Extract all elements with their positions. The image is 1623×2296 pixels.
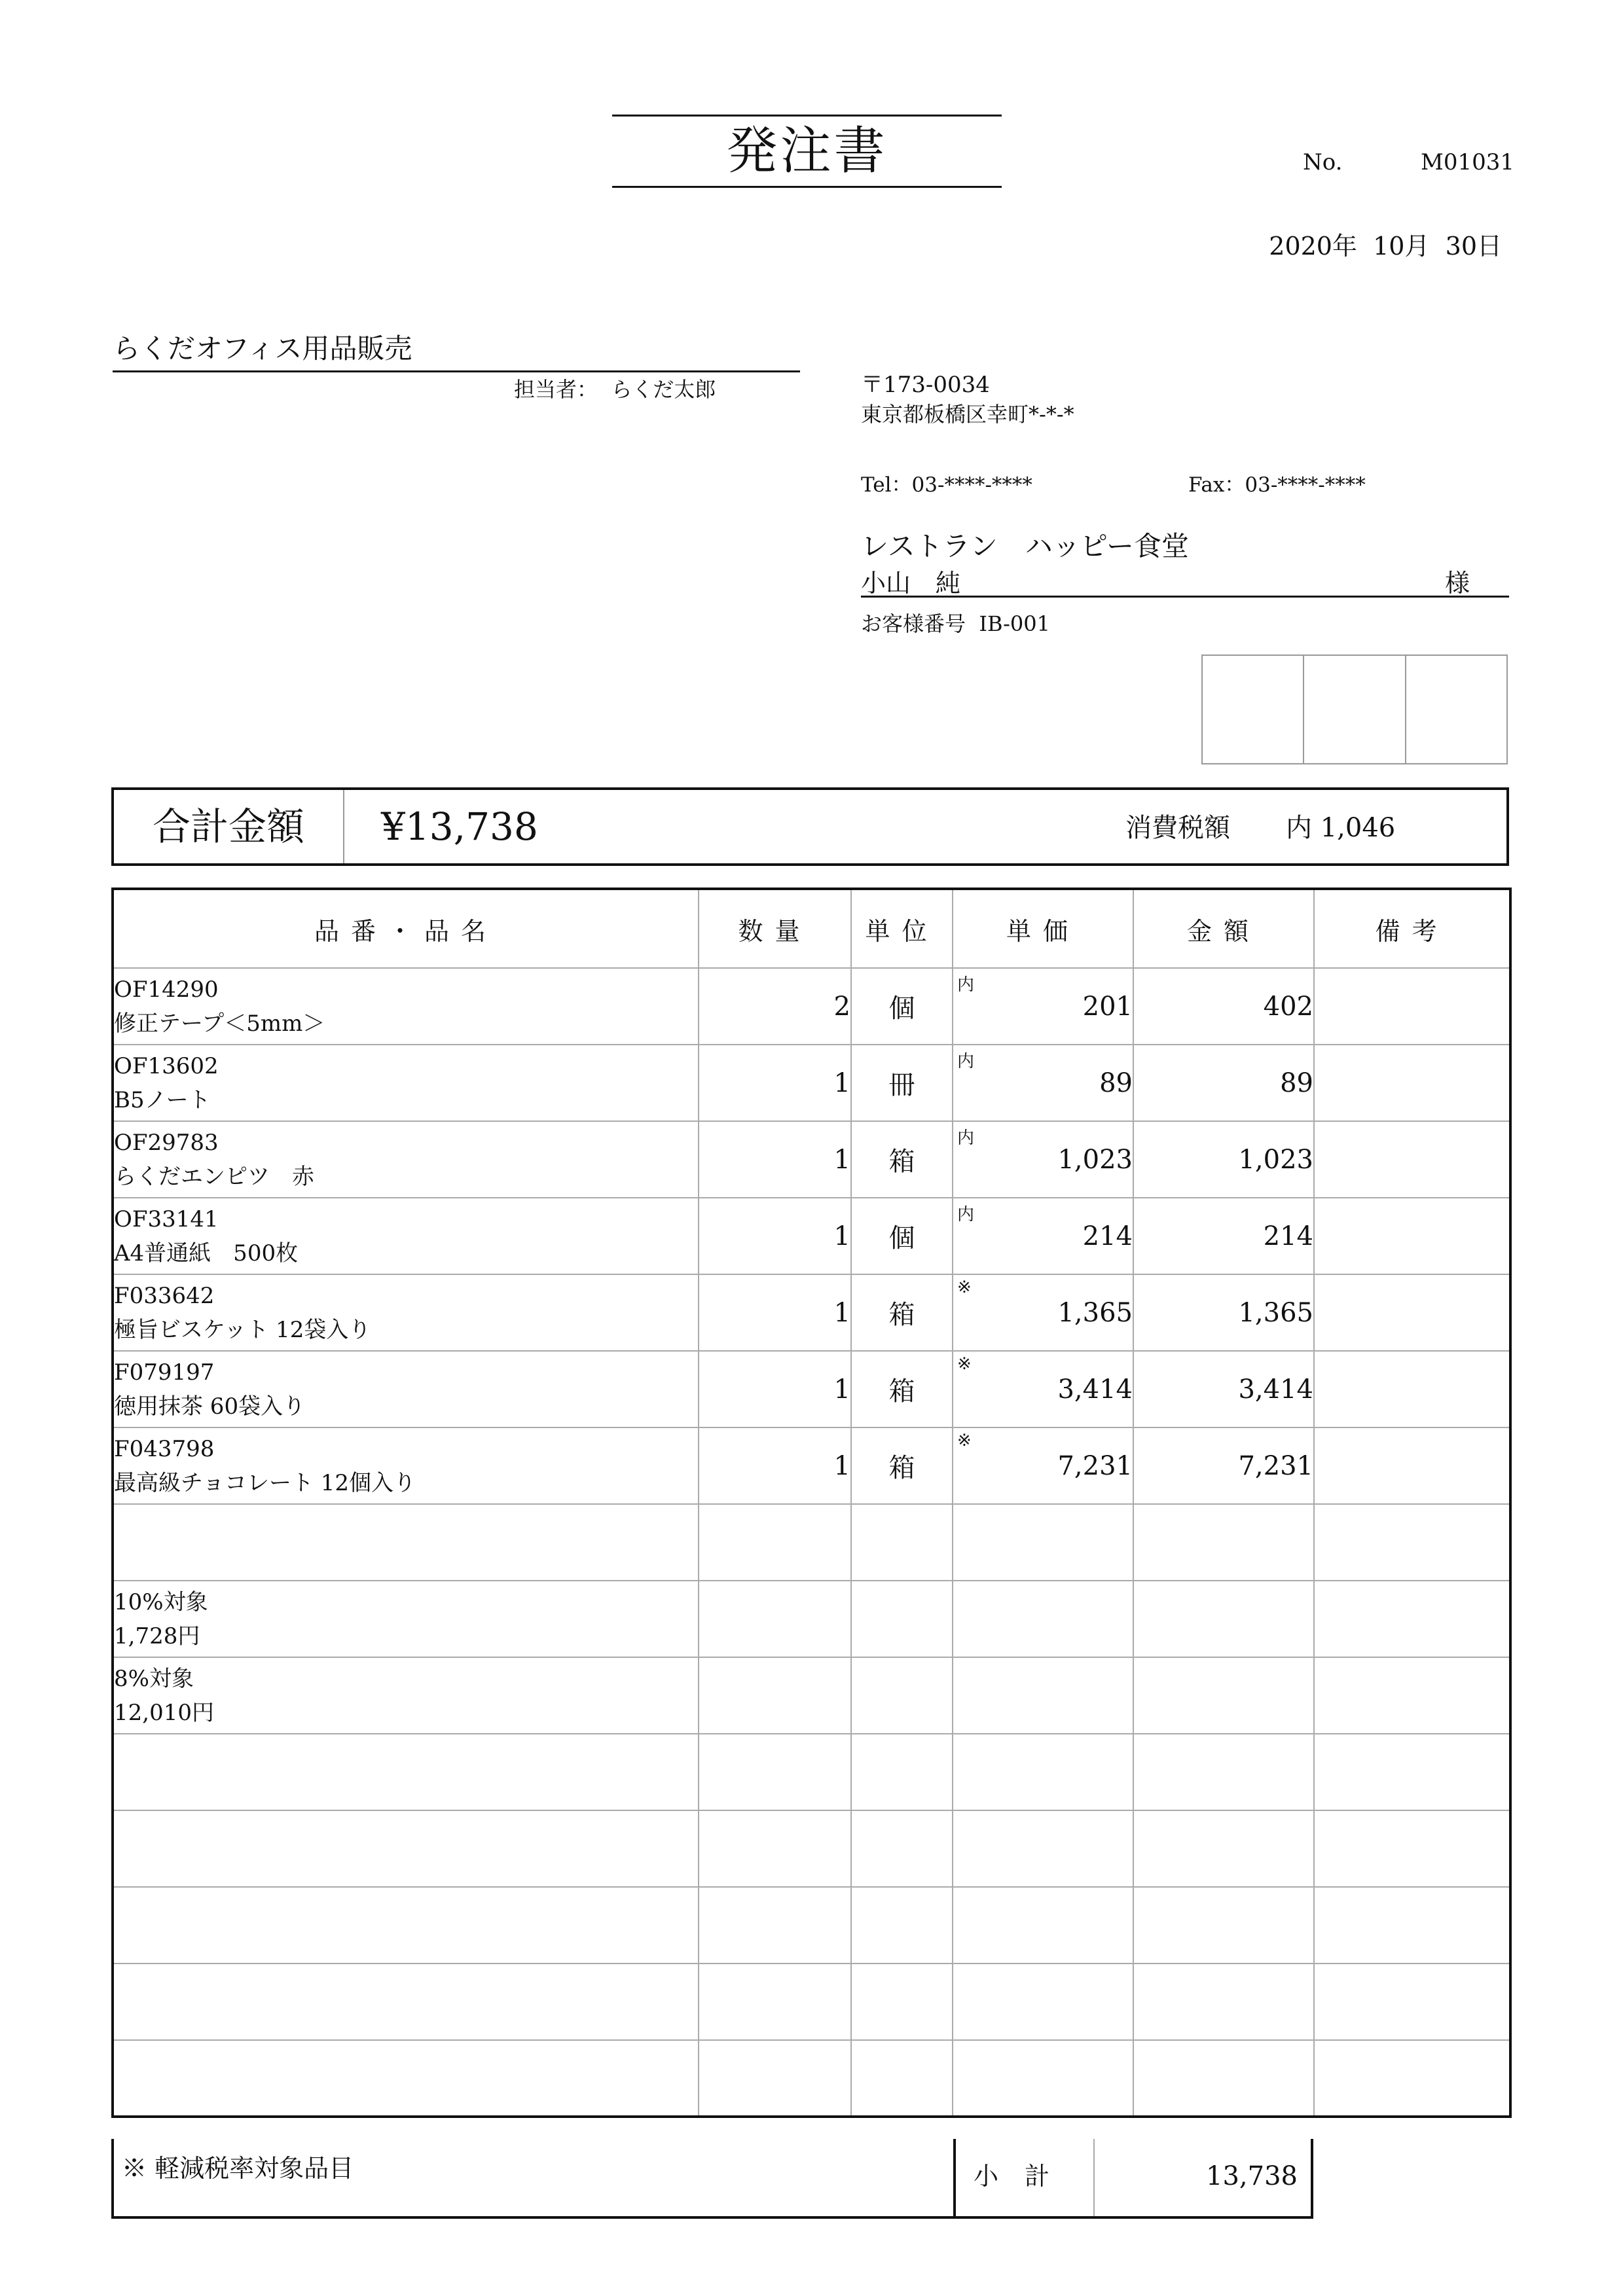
item-name: 徳用抹茶 60袋入り bbox=[114, 1393, 306, 1420]
address: 東京都板橋区幸町*-*-* bbox=[861, 402, 1074, 427]
item-note bbox=[1314, 1964, 1510, 2040]
item-unit: 箱 bbox=[851, 1121, 953, 1198]
tax-mark: ※ bbox=[957, 1278, 972, 1297]
item-unit-price-cell bbox=[953, 1504, 1133, 1581]
column-header: 金額 bbox=[1133, 889, 1314, 968]
item-name-cell bbox=[113, 1121, 699, 1198]
item-unit-price: 1,365 bbox=[1057, 1297, 1133, 1328]
item-note bbox=[1314, 1734, 1510, 1810]
reduced-tax-note: ※ 軽減税率対象品目 bbox=[122, 2154, 354, 2183]
table-row bbox=[113, 968, 1510, 1045]
item-note bbox=[1314, 1351, 1510, 1427]
table-row bbox=[113, 1964, 1510, 2040]
item-name-cell bbox=[113, 968, 699, 1045]
item-amount: 89 bbox=[1133, 1045, 1314, 1121]
column-header: 単価 bbox=[953, 889, 1133, 968]
table-row bbox=[113, 1198, 1510, 1274]
item-amount bbox=[1133, 1581, 1314, 1657]
item-quantity bbox=[699, 1734, 851, 1810]
table-row bbox=[113, 1581, 1510, 1657]
item-note bbox=[1314, 1045, 1510, 1121]
supplier-name: らくだオフィス用品販売 bbox=[113, 327, 800, 372]
tax-mark: 内 bbox=[957, 1205, 975, 1225]
item-name: A4普通紙 500枚 bbox=[114, 1240, 299, 1266]
item-unit-price-cell bbox=[953, 968, 1133, 1045]
item-name-cell bbox=[113, 1274, 699, 1351]
item-unit bbox=[851, 2040, 953, 2117]
honorific: 様 bbox=[1444, 569, 1470, 598]
item-unit bbox=[851, 1810, 953, 1887]
item-quantity: 1 bbox=[699, 1045, 851, 1121]
item-name-cell bbox=[113, 1810, 699, 1887]
item-code: F033642 bbox=[114, 1282, 215, 1309]
item-unit-price-cell bbox=[953, 1657, 1133, 1734]
staff-name: 担当者： らくだ太郎 bbox=[514, 377, 716, 402]
item-unit bbox=[851, 1734, 953, 1810]
footer-note-box bbox=[111, 2139, 956, 2219]
total-label: 合計金額 bbox=[114, 790, 344, 863]
item-quantity: 1 bbox=[699, 1427, 851, 1504]
item-unit-price-cell bbox=[953, 1581, 1133, 1657]
stamp-boxes bbox=[1201, 655, 1508, 764]
item-amount: 1,023 bbox=[1133, 1121, 1314, 1198]
order-number: M01031 bbox=[1421, 149, 1514, 175]
stamp-box bbox=[1304, 656, 1406, 763]
customer-person: 小山 純 bbox=[861, 569, 961, 598]
item-amount: 1,365 bbox=[1133, 1274, 1314, 1351]
item-note bbox=[1314, 1427, 1510, 1504]
item-unit-price-cell bbox=[953, 1887, 1133, 1964]
item-amount bbox=[1133, 1657, 1314, 1734]
item-quantity bbox=[699, 1657, 851, 1734]
item-unit bbox=[851, 1657, 953, 1734]
item-quantity: 1 bbox=[699, 1198, 851, 1274]
item-name-cell bbox=[113, 1351, 699, 1427]
item-unit: 冊 bbox=[851, 1045, 953, 1121]
subtotal-amount: 13,738 bbox=[1206, 2161, 1298, 2191]
table-row bbox=[113, 1810, 1510, 1887]
item-quantity bbox=[699, 1581, 851, 1657]
customer-person-line bbox=[861, 562, 1509, 598]
item-quantity bbox=[699, 1504, 851, 1581]
table-row bbox=[113, 1657, 1510, 1734]
item-unit-price-cell bbox=[953, 1121, 1133, 1198]
item-name: 極旨ビスケット 12袋入り bbox=[114, 1316, 371, 1343]
item-amount: 214 bbox=[1133, 1198, 1314, 1274]
item-code: F079197 bbox=[114, 1359, 215, 1386]
issue-date: 2020年 10月 30日 bbox=[1269, 232, 1502, 260]
item-quantity bbox=[699, 1964, 851, 2040]
item-amount: 3,414 bbox=[1133, 1351, 1314, 1427]
item-unit-price-cell bbox=[953, 1198, 1133, 1274]
item-unit bbox=[851, 1887, 953, 1964]
stamp-box bbox=[1203, 656, 1304, 763]
item-name: B5ノート bbox=[114, 1086, 211, 1113]
column-header: 単位 bbox=[851, 889, 953, 968]
item-unit-price: 214 bbox=[1082, 1221, 1133, 1251]
item-name-cell bbox=[113, 2040, 699, 2117]
document-title: 発注書 bbox=[612, 115, 1002, 188]
item-code: OF29783 bbox=[114, 1129, 219, 1156]
item-name-cell bbox=[113, 1734, 699, 1810]
item-code: 8%対象 bbox=[114, 1665, 194, 1692]
item-quantity: 2 bbox=[699, 968, 851, 1045]
item-quantity bbox=[699, 1810, 851, 1887]
item-unit: 個 bbox=[851, 1198, 953, 1274]
item-amount bbox=[1133, 1734, 1314, 1810]
item-name-cell bbox=[113, 1198, 699, 1274]
item-quantity: 1 bbox=[699, 1274, 851, 1351]
item-unit-price-cell bbox=[953, 1045, 1133, 1121]
tax-mark: 内 bbox=[957, 975, 975, 995]
column-header: 品番・品名 bbox=[113, 889, 699, 968]
postal-code: 〒173-0034 bbox=[861, 372, 990, 398]
item-code: 10%対象 bbox=[114, 1588, 208, 1615]
item-note bbox=[1314, 1121, 1510, 1198]
item-note bbox=[1314, 1581, 1510, 1657]
item-name-cell bbox=[113, 1657, 699, 1734]
item-note bbox=[1314, 1657, 1510, 1734]
item-name: 12,010円 bbox=[114, 1699, 214, 1726]
order-number-label: No. bbox=[1303, 149, 1343, 175]
table-row bbox=[113, 1045, 1510, 1121]
item-note bbox=[1314, 1887, 1510, 1964]
item-unit bbox=[851, 1581, 953, 1657]
items-table bbox=[111, 888, 1512, 2118]
item-name: 1,728円 bbox=[114, 1623, 200, 1649]
tax-mark: ※ bbox=[957, 1431, 972, 1450]
stamp-box bbox=[1406, 656, 1506, 763]
item-code: OF33141 bbox=[114, 1206, 219, 1232]
item-name-cell bbox=[113, 1964, 699, 2040]
item-unit-price-cell bbox=[953, 1274, 1133, 1351]
table-row bbox=[113, 1427, 1510, 1504]
table-row bbox=[113, 1504, 1510, 1581]
item-unit bbox=[851, 1964, 953, 2040]
item-unit: 箱 bbox=[851, 1427, 953, 1504]
item-unit-price-cell bbox=[953, 1351, 1133, 1427]
item-unit-price-cell bbox=[953, 1427, 1133, 1504]
item-name: らくだエンピツ 赤 bbox=[114, 1163, 314, 1190]
item-note bbox=[1314, 1198, 1510, 1274]
item-unit-price: 1,023 bbox=[1057, 1144, 1133, 1175]
item-name-cell bbox=[113, 1887, 699, 1964]
item-amount bbox=[1133, 1964, 1314, 2040]
subtotal-label: 小計 bbox=[956, 2139, 1095, 2216]
item-unit-price: 201 bbox=[1082, 991, 1133, 1022]
tax-amount: 内 1,046 bbox=[1286, 813, 1396, 843]
item-unit-price-cell bbox=[953, 1734, 1133, 1810]
item-amount: 7,231 bbox=[1133, 1427, 1314, 1504]
item-quantity: 1 bbox=[699, 1121, 851, 1198]
item-unit: 箱 bbox=[851, 1274, 953, 1351]
item-name-cell bbox=[113, 1427, 699, 1504]
tax-label: 消費税額 bbox=[1125, 813, 1230, 843]
item-note bbox=[1314, 2040, 1510, 2117]
item-amount bbox=[1133, 2040, 1314, 2117]
column-header: 備考 bbox=[1314, 889, 1510, 968]
item-note bbox=[1314, 1810, 1510, 1887]
item-unit-price-cell bbox=[953, 2040, 1133, 2117]
item-unit: 個 bbox=[851, 968, 953, 1045]
item-amount: 402 bbox=[1133, 968, 1314, 1045]
customer-number: お客様番号 IB-001 bbox=[861, 611, 1050, 636]
item-quantity bbox=[699, 2040, 851, 2117]
table-row bbox=[113, 1887, 1510, 1964]
item-amount bbox=[1133, 1504, 1314, 1581]
item-unit-price-cell bbox=[953, 1964, 1133, 2040]
tax-mark: 内 bbox=[957, 1052, 975, 1071]
tax-mark: ※ bbox=[957, 1354, 972, 1374]
subtotal-box bbox=[953, 2139, 1313, 2219]
table-row bbox=[113, 1121, 1510, 1198]
table-row bbox=[113, 1274, 1510, 1351]
item-amount bbox=[1133, 1810, 1314, 1887]
item-name-cell bbox=[113, 1504, 699, 1581]
table-row bbox=[113, 1734, 1510, 1810]
item-name-cell bbox=[113, 1045, 699, 1121]
customer-company: レストラン ハッピー食堂 bbox=[861, 530, 1190, 562]
tax-mark: 内 bbox=[957, 1128, 975, 1148]
item-quantity bbox=[699, 1887, 851, 1964]
item-code: F043798 bbox=[114, 1435, 215, 1462]
item-quantity: 1 bbox=[699, 1351, 851, 1427]
column-header: 数量 bbox=[699, 889, 851, 968]
item-unit: 箱 bbox=[851, 1351, 953, 1427]
item-unit bbox=[851, 1504, 953, 1581]
phone-number: Tel：03-****-**** bbox=[861, 473, 1032, 497]
table-header-row bbox=[113, 889, 1510, 968]
item-amount bbox=[1133, 1887, 1314, 1964]
item-code: OF13602 bbox=[114, 1052, 219, 1079]
table-row bbox=[113, 1351, 1510, 1427]
total-amount-box bbox=[111, 787, 1509, 866]
total-amount: ¥13,738 bbox=[381, 804, 538, 849]
item-code: OF14290 bbox=[114, 976, 219, 1003]
item-name-cell bbox=[113, 1581, 699, 1657]
table-row bbox=[113, 2040, 1510, 2117]
item-note bbox=[1314, 968, 1510, 1045]
item-note bbox=[1314, 1274, 1510, 1351]
item-unit-price: 3,414 bbox=[1057, 1374, 1133, 1405]
item-name: 最高級チョコレート 12個入り bbox=[114, 1469, 416, 1496]
item-unit-price-cell bbox=[953, 1810, 1133, 1887]
item-unit-price: 89 bbox=[1099, 1067, 1133, 1098]
fax-number: Fax：03-****-**** bbox=[1188, 473, 1366, 497]
item-note bbox=[1314, 1504, 1510, 1581]
item-unit-price: 7,231 bbox=[1057, 1450, 1133, 1481]
item-name: 修正テープ＜5mm＞ bbox=[114, 1010, 325, 1037]
